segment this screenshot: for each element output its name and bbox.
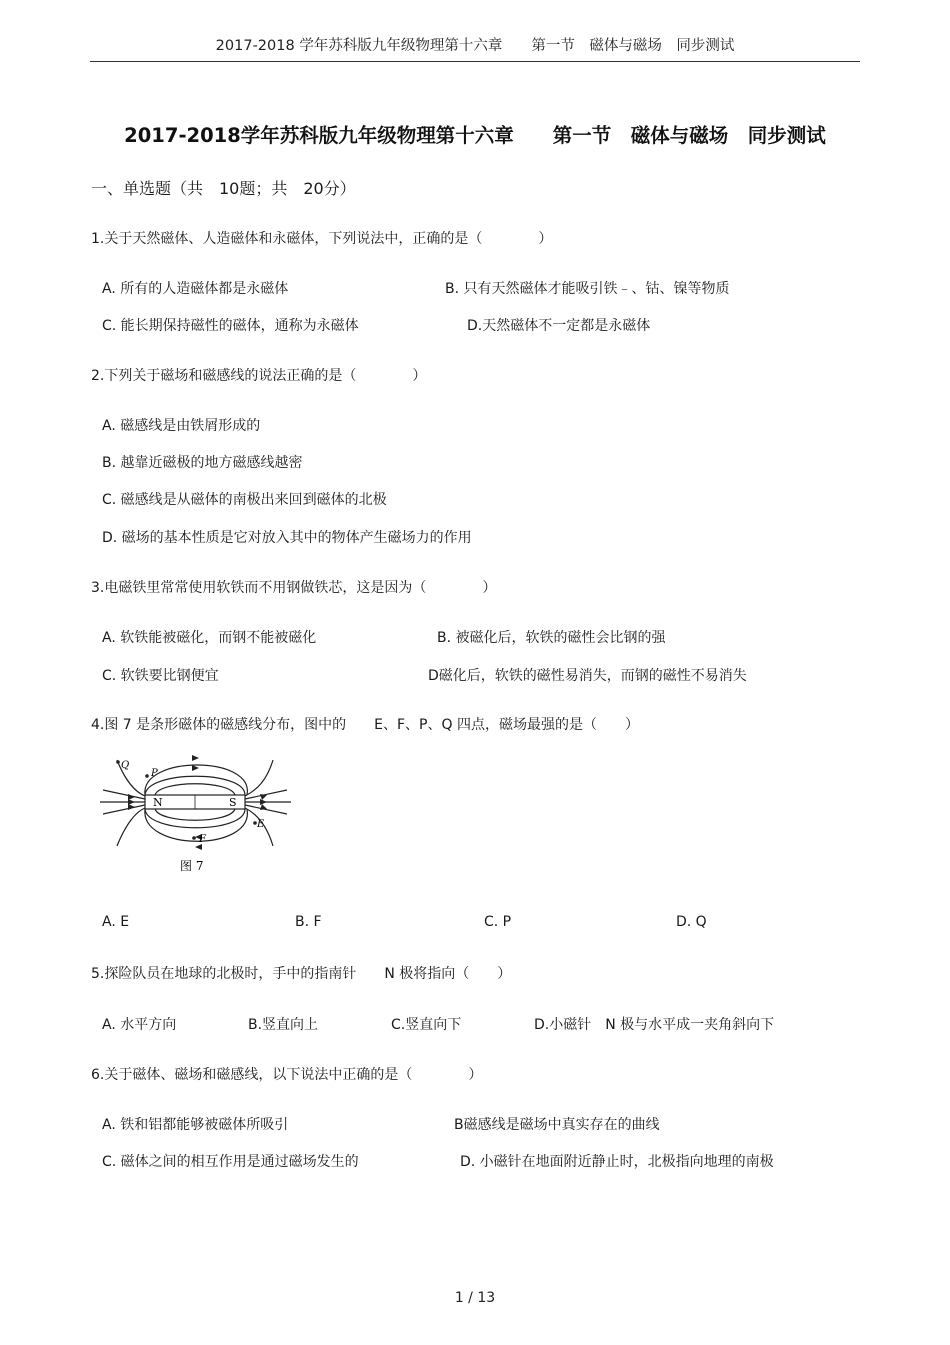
- question-2-option-c: C. 磁感线是从磁体的南极出来回到磁体的北极: [102, 492, 387, 508]
- question-4-option-c: C. P: [484, 914, 512, 930]
- question-4-option-a: A. E: [102, 914, 130, 930]
- question-1-stem: 1.关于天然磁体、人造磁体和永磁体，下列说法中，正确的是（ ）: [91, 231, 553, 247]
- question-3-option-c: C. 软铁要比钢便宜: [102, 668, 219, 684]
- question-6-option-b: B磁感线是磁场中真实存在的曲线: [454, 1117, 660, 1133]
- question-6-option-c: C. 磁体之间的相互作用是通过磁场发生的: [102, 1154, 359, 1170]
- question-1-option-b: B. 只有天然磁体才能吸引铁﹣、钴、镍等物质: [445, 281, 730, 297]
- question-2-stem: 2.下列关于磁场和磁感线的说法正确的是（ ）: [91, 368, 427, 384]
- question-6-stem: 6.关于磁体、磁场和磁感线，以下说法中正确的是（ ）: [91, 1067, 483, 1083]
- question-5-stem: 5.探险队员在地球的北极时，手中的指南针 N 极将指向（ ）: [91, 966, 512, 982]
- magnet-north-label: N: [153, 796, 163, 809]
- question-2-option-d: D. 磁场的基本性质是它对放入其中的物体产生磁场力的作用: [102, 530, 472, 546]
- question-2-option-a: A. 磁感线是由铁屑形成的: [102, 418, 261, 434]
- page-number: 1 / 13: [454, 1290, 496, 1306]
- section-heading: 一、单选题（共 10题；共 20分）: [91, 179, 356, 198]
- question-4-option-d: D. Q: [676, 914, 707, 930]
- question-3-option-b: B. 被磁化后，软铁的磁性会比钢的强: [437, 630, 666, 646]
- question-3-stem: 3.电磁铁里常常使用软铁而不用钢做铁芯，这是因为（ ）: [91, 580, 497, 596]
- question-5-option-c: C.竖直向下: [391, 1017, 462, 1033]
- question-5-option-b: B.竖直向上: [248, 1017, 319, 1033]
- header-rule: [90, 61, 860, 62]
- question-3-option-a: A. 软铁能被磁化，而钢不能被磁化: [102, 630, 317, 646]
- question-6-option-a: A. 铁和铝都能够被磁体所吸引: [102, 1117, 289, 1133]
- question-5-option-d: D.小磁针 N 极与水平成一夹角斜向下: [534, 1017, 775, 1033]
- point-f-label: F: [199, 834, 206, 845]
- question-5-option-a: A. 水平方向: [102, 1017, 177, 1033]
- document-title: 2017-2018学年苏科版九年级物理第十六章 第一节 磁体与磁场 同步测试: [124, 124, 826, 147]
- question-6-option-d: D. 小磁针在地面附近静止时，北极指向地理的南极: [460, 1154, 774, 1170]
- question-1-option-c: C. 能长期保持磁性的磁体，通称为永磁体: [102, 318, 359, 334]
- question-2-option-b: B. 越靠近磁极的地方磁感线越密: [102, 455, 303, 471]
- magnet-south-label: S: [229, 796, 237, 809]
- question-1-option-d: D.天然磁体不一定都是永磁体: [467, 318, 651, 334]
- point-q-label: Q: [121, 760, 130, 771]
- page-header: 2017-2018 学年苏科版九年级物理第十六章 第一节 磁体与磁场 同步测试: [215, 38, 735, 54]
- point-e-label: E: [257, 819, 265, 830]
- magnet-field-figure: [95, 750, 295, 878]
- question-1-option-a: A. 所有的人造磁体都是永磁体: [102, 281, 289, 297]
- question-4-option-b: B. F: [295, 914, 322, 930]
- figure-caption: 图 7: [180, 859, 204, 873]
- question-3-option-d: D磁化后，软铁的磁性易消失，而钢的磁性不易消失: [428, 668, 747, 684]
- question-4-stem: 4.图 7 是条形磁体的磁感线分布，图中的 E、F、P、Q 四点，磁场最强的是（ ）: [91, 717, 639, 733]
- point-p-label: P: [151, 768, 158, 779]
